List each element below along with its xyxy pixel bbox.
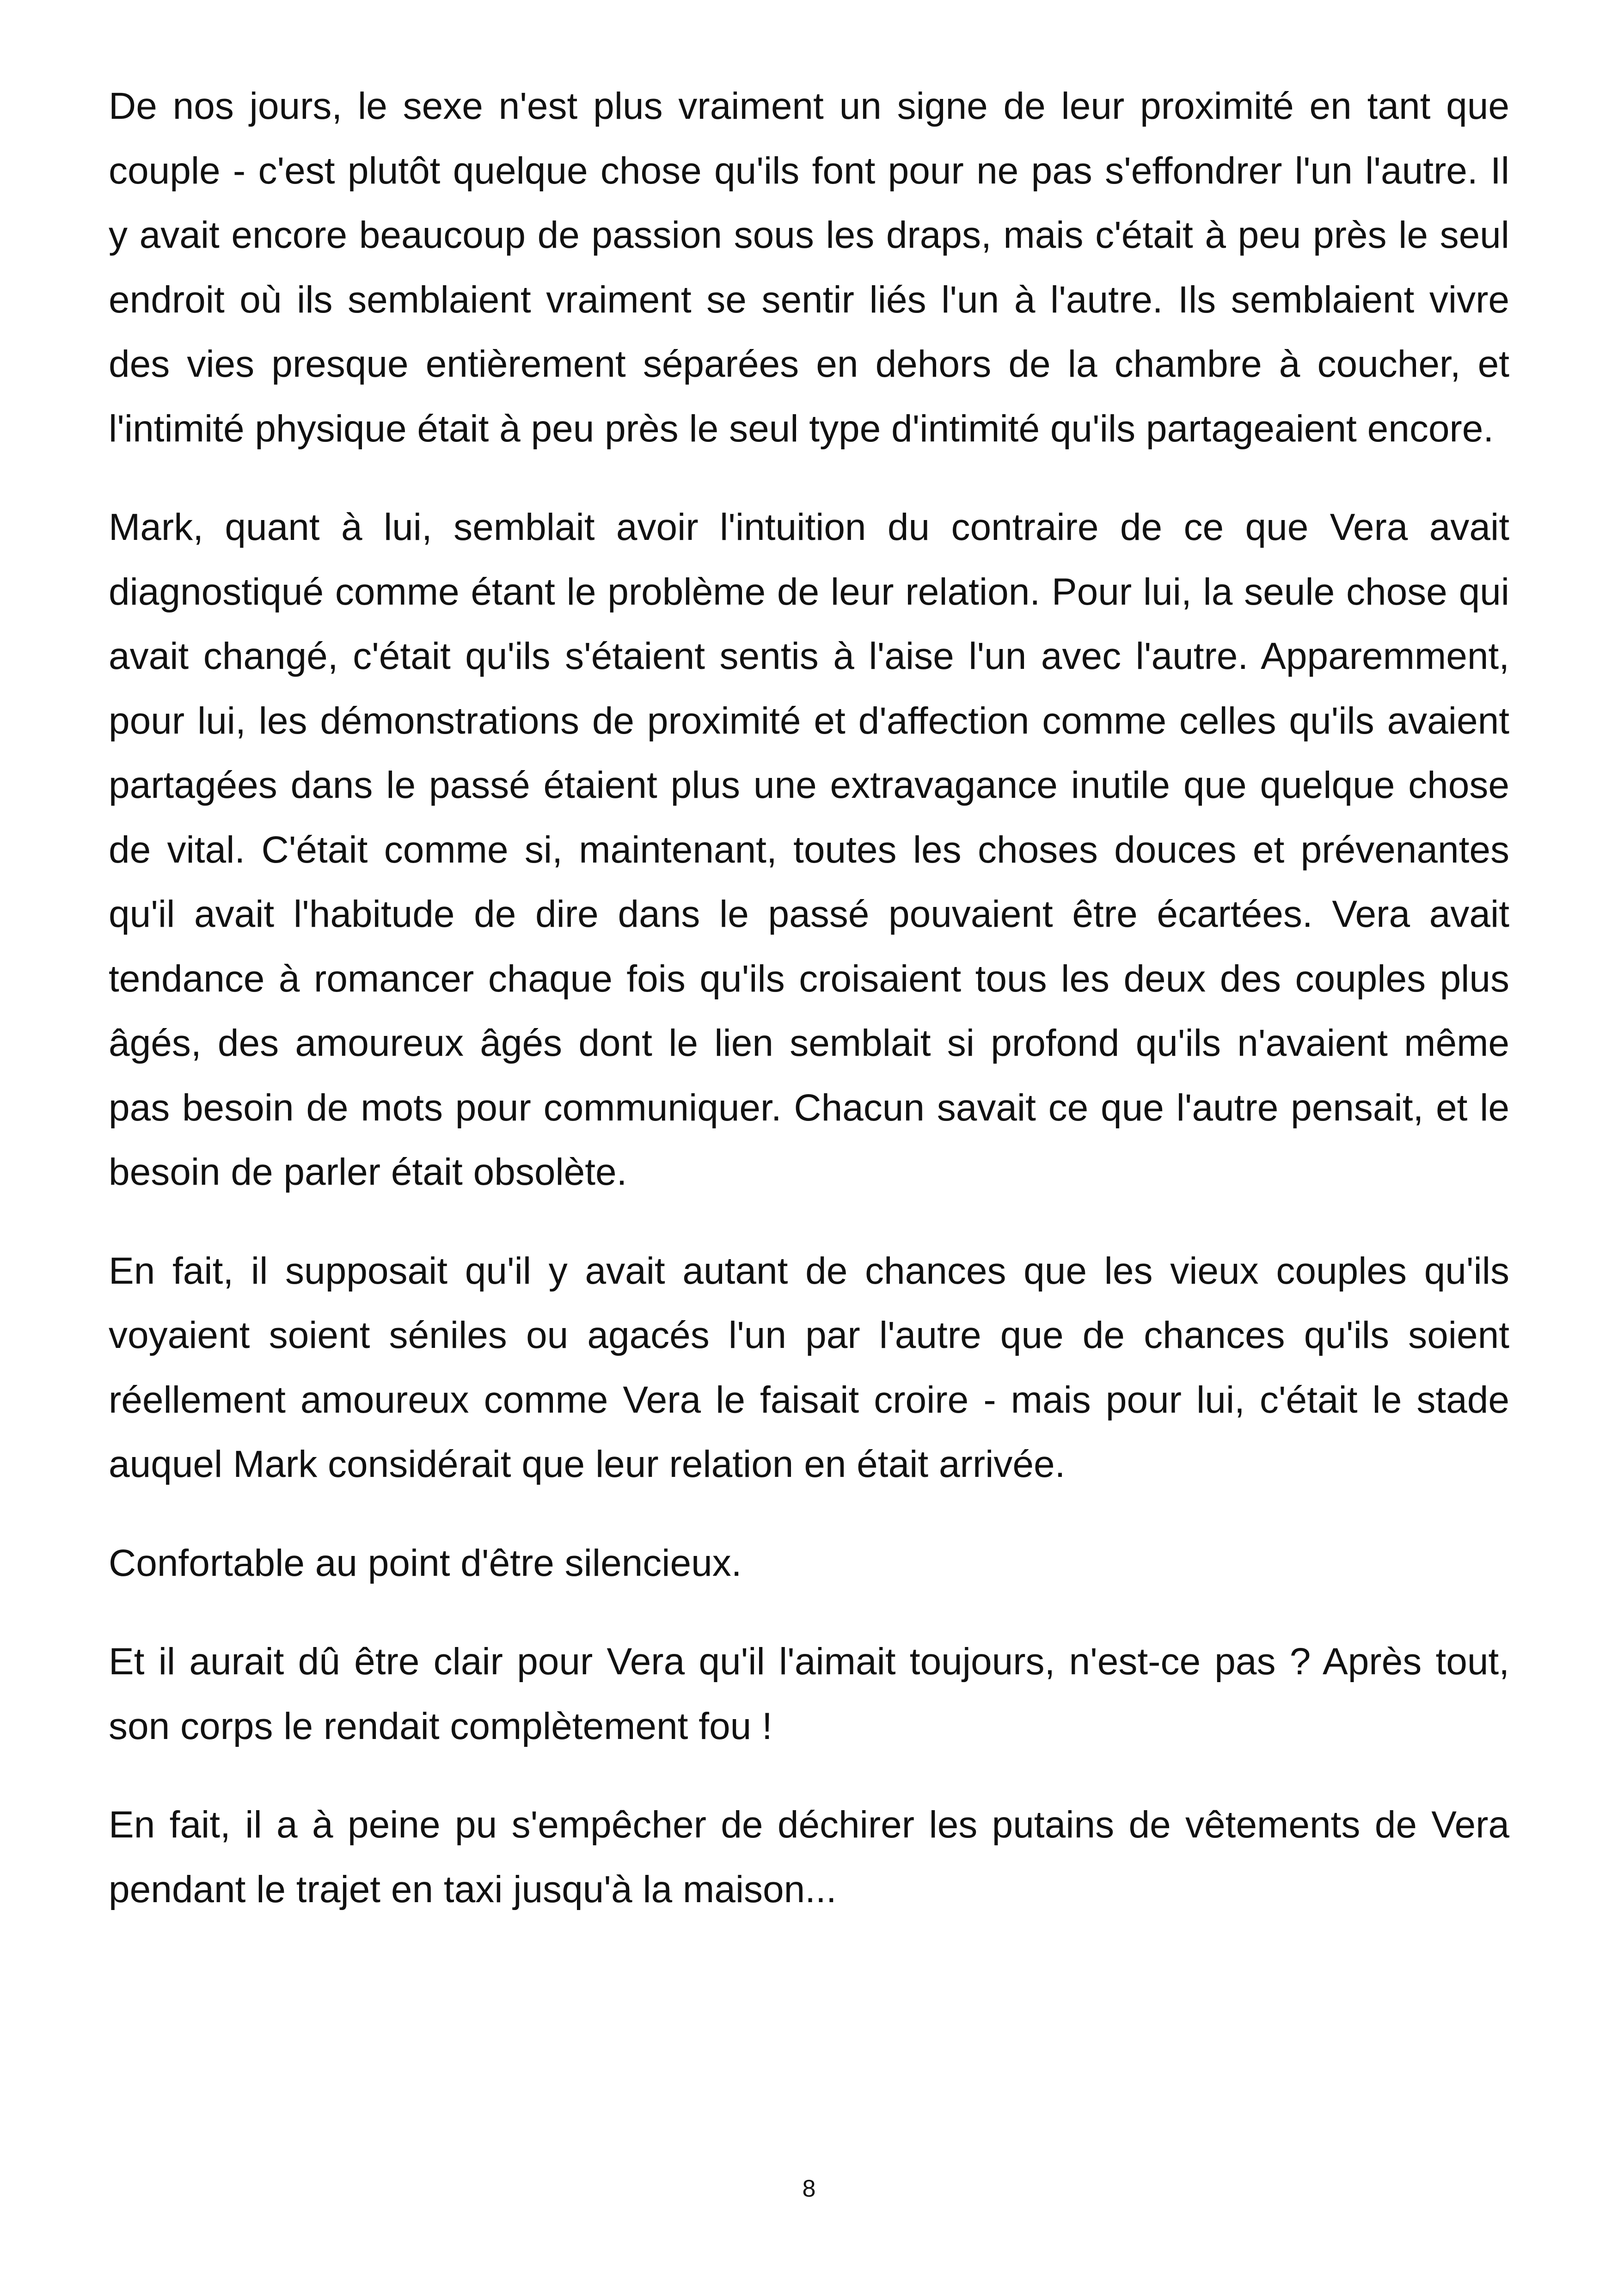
paragraph-3: En fait, il supposait qu'il y avait autant de chances que les vieux couples qu'ils voyaient soient séniles ou agacés l'un par l'autre que de chances qu'ils soient réellement amoureux comme Vera le faisait croire - mais pour lui, c'était le stade auquel Mark considérait que leur relation en était arrivée. (109, 1249, 1509, 1485)
paragraph-1: De nos jours, le sexe n'est plus vraiment un signe de leur proximité en tant que couple - c'est plutôt quelque chose qu'ils font pour ne pas s'effondrer l'un l'autre. Il y avait encore beaucoup de passion sous les draps, mais c'était à peu près le seul endroit où ils semblaient vraiment se sentir liés l'un à l'autre. Ils semblaient vivre des vies presque entièrement séparées en dehors de la chambre à coucher, et l'intimité physique était à peu près le seul type d'intimité qu'ils partageaient encore. (109, 85, 1509, 450)
body-text (109, 74, 1509, 1922)
page-number: 8 (802, 2175, 816, 2202)
paragraph-6: En fait, il a à peine pu s'empêcher de déchirer les putains de vêtements de Vera pendant le trajet en taxi jusqu'à la maison... (109, 1804, 1509, 1910)
paragraph-2: Mark, quant à lui, semblait avoir l'intuition du contraire de ce que Vera avait diagnostiqué comme étant le problème de leur relation. Pour lui, la seule chose qui avait changé, c'était qu'ils s'étaient sentis à l'aise l'un avec l'autre. Apparemment, pour lui, les démonstrations de proximité et d'affection comme celles qu'ils avaient partagées dans le passé étaient plus une extravagance inutile que quelque chose de vital. C'était comme si, maintenant, toutes les choses douces et prévenantes qu'il avait l'habitude de dire dans le passé pouvaient être écartées. Vera avait tendance à romancer chaque fois qu'ils croisaient tous les deux des couples plus âgés, des amoureux âgés dont le lien semblait si profond qu'ils n'avaient même pas besoin de mots pour communiquer. Chacun savait ce que l'autre pensait, et le besoin de parler était obsolète. (109, 506, 1509, 1193)
paragraph-4: Confortable au point d'être silencieux. (109, 1542, 742, 1584)
paragraph-5: Et il aurait dû être clair pour Vera qu'il l'aimait toujours, n'est-ce pas ? Après tout, son corps le rendait complètement fou ! (109, 1641, 1509, 1747)
